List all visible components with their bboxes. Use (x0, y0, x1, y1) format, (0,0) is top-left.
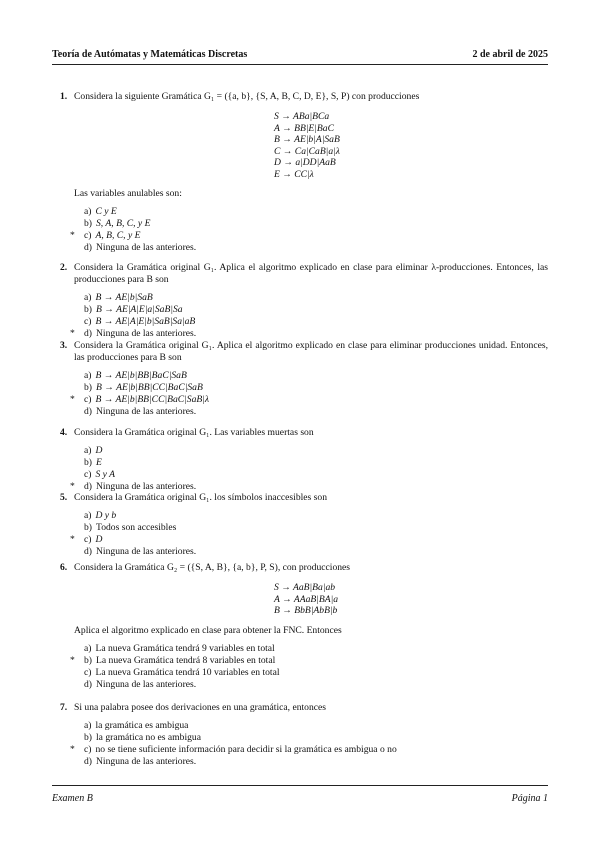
option-text: A, B, C, y E (95, 230, 141, 241)
option-text: Ninguna de las anteriores. (96, 328, 197, 339)
option-a (60, 643, 548, 655)
production-line: B → BbB|AbB|b (274, 605, 338, 616)
answer-mark: * (70, 744, 75, 755)
option-text: Ninguna de las anteriores. (96, 242, 197, 253)
option-label: c) (84, 394, 92, 405)
option-label: c) (84, 469, 92, 480)
question-2 (60, 262, 548, 340)
option-label: b) (84, 654, 92, 666)
option-d (60, 679, 548, 691)
option-label: b) (84, 457, 92, 468)
option-d (60, 242, 548, 254)
header-rule (52, 64, 548, 65)
option-text: la gramática es ambigua (95, 720, 189, 731)
option-text: B → AE|b|BB|BaC|SaB (95, 370, 187, 381)
option-text: D (95, 445, 103, 456)
option-label: d) (84, 328, 92, 339)
option-text: Ninguna de las anteriores. (96, 546, 197, 557)
production-line: E → CC|λ (274, 168, 314, 180)
exam-date: 2 de abril de 2025 (472, 49, 548, 60)
question-5 (60, 492, 548, 558)
option-a (60, 292, 548, 304)
option-d (60, 328, 548, 340)
options-list (60, 720, 548, 768)
option-b (60, 382, 548, 394)
option-text: Ninguna de las anteriores. (96, 481, 197, 492)
answer-mark: * (70, 230, 75, 241)
answer-mark: * (70, 328, 75, 339)
option-text: B → AE|b|BB|CC|BaC|SaB (96, 382, 203, 393)
option-label: a) (84, 370, 92, 381)
option-label: d) (84, 678, 92, 690)
grammar-productions (274, 111, 548, 180)
question-text: Considera la siguiente Gramática G₁ = ({a, b}, {S, A, B, C, D, E}, S, P) con producciones (74, 91, 420, 102)
page-footer (52, 793, 548, 804)
answer-mark: * (70, 481, 75, 492)
production-line: B → AE|b|A|SaB (274, 134, 340, 145)
question-text: Si una palabra posee dos derivaciones en una gramática, entonces (74, 702, 327, 713)
option-label: d) (84, 546, 92, 557)
page-header (52, 49, 548, 60)
option-b (60, 218, 548, 230)
option-text: S, A, B, C, y E (96, 218, 151, 229)
option-label: b) (84, 382, 92, 393)
option-label: c) (84, 230, 92, 241)
question-text: Considera la Gramática G₂ = ({S, A, B}, {a, b}, P, S), con producciones (74, 562, 351, 573)
option-label: a) (84, 292, 92, 303)
production-line: S → ABa|BCa (274, 111, 330, 122)
production-line: D → a|DD|AaB (274, 157, 336, 168)
option-label: a) (84, 642, 92, 654)
option-label: a) (84, 720, 92, 731)
option-a (60, 510, 548, 522)
answer-mark: * (70, 534, 75, 545)
question-4 (60, 427, 548, 493)
question-6 (60, 562, 548, 691)
option-label: b) (84, 218, 92, 229)
option-a (60, 370, 548, 382)
course-title: Teoría de Autómatas y Matemáticas Discretas (52, 49, 248, 60)
question-text: Considera la Gramática original G₁. los símbolos inaccesibles son (74, 492, 327, 503)
option-d (60, 756, 548, 768)
option-label: a) (84, 445, 92, 456)
production-line: C → Ca|CaB|a|λ (274, 145, 340, 157)
option-text: Ninguna de las anteriores. (96, 678, 197, 690)
option-text: C y E (95, 206, 117, 217)
option-label: b) (84, 732, 92, 743)
option-text: la gramática no es ambigua (96, 732, 201, 743)
option-label: d) (84, 242, 92, 253)
option-c (60, 534, 548, 546)
option-b (60, 457, 548, 469)
question-note: Las variables anulables son: (74, 188, 182, 199)
option-d (60, 546, 548, 558)
option-text: D y b (95, 510, 117, 521)
option-c (60, 230, 548, 242)
option-text: Ninguna de las anteriores. (96, 756, 197, 767)
options-list (60, 510, 548, 558)
option-label: c) (84, 744, 92, 755)
options-list (60, 206, 548, 254)
page-number: Página 1 (511, 793, 548, 804)
option-text: La nueva Gramática tendrá 8 variables en total (96, 654, 276, 666)
options-list (60, 292, 548, 340)
question-note: Aplica el algoritmo explicado en clase para obtener la FNC. Entonces (74, 624, 342, 636)
option-label: c) (84, 316, 92, 327)
footer-rule (52, 785, 548, 786)
option-d (60, 406, 548, 418)
question-number: 2. (60, 262, 68, 273)
question-number: 4. (60, 427, 68, 438)
option-b (60, 732, 548, 744)
option-text: B → AE|b|BB|CC|BaC|SaB|λ (95, 394, 210, 405)
option-a (60, 206, 548, 218)
option-c (60, 394, 548, 406)
option-b (60, 655, 548, 667)
options-list (60, 370, 548, 418)
question-number: 3. (60, 340, 68, 351)
option-text: no se tiene suficiente información para decidir si la gramática es ambigua o no (95, 744, 397, 755)
question-number: 5. (60, 492, 68, 503)
exam-version: Examen B (52, 793, 93, 804)
question-number: 1. (60, 91, 68, 102)
answer-mark: * (70, 394, 75, 405)
production-line: A → BB|E|BaC (274, 122, 334, 134)
option-label: c) (84, 534, 92, 545)
options-list (60, 643, 548, 691)
question-number: 7. (60, 702, 68, 713)
options-list (60, 445, 548, 493)
question-text: Considera la Gramática original G₁. Aplica el algoritmo explicado en clase para eliminar producciones unidad. Entonces, las producciones para B son (74, 340, 548, 363)
question-3 (60, 340, 548, 418)
option-text: B → AE|b|SaB (95, 292, 153, 303)
production-line: A → AAaB|BA|a (274, 593, 339, 605)
option-label: b) (84, 522, 92, 533)
option-c (60, 469, 548, 481)
option-label: c) (84, 666, 92, 678)
option-text: Todos son accesibles (96, 522, 177, 533)
option-text: B → AE|A|E|b|SaB|Sa|aB (95, 316, 196, 327)
option-label: d) (84, 756, 92, 767)
option-label: d) (84, 481, 92, 492)
production-line: S → AaB|Ba|ab (274, 582, 336, 593)
option-label: d) (84, 406, 92, 417)
option-label: b) (84, 304, 92, 315)
option-label: a) (84, 510, 92, 521)
option-b (60, 522, 548, 534)
option-b (60, 304, 548, 316)
option-text: La nueva Gramática tendrá 10 variables en total (95, 666, 280, 678)
question-1 (60, 91, 548, 254)
option-text: D (95, 534, 103, 545)
question-text: Considera la Gramática original G₁. Las variables muertas son (74, 427, 314, 438)
option-c (60, 316, 548, 328)
option-text: Ninguna de las anteriores. (96, 406, 197, 417)
answer-mark: * (70, 654, 75, 666)
option-text: B → AE|A|E|a|SaB|Sa (96, 304, 183, 315)
option-text: S y A (95, 469, 115, 480)
question-text: Considera la Gramática original G₁. Aplica el algoritmo explicado en clase para eliminar λ-producciones. Entonces, las producciones para B son (74, 262, 548, 285)
option-a (60, 720, 548, 732)
option-text: E (96, 457, 102, 468)
option-text: La nueva Gramática tendrá 9 variables en total (95, 642, 275, 654)
grammar-productions (274, 582, 548, 617)
option-c (60, 744, 548, 756)
option-c (60, 667, 548, 679)
option-label: a) (84, 206, 92, 217)
question-7 (60, 702, 548, 768)
option-a (60, 445, 548, 457)
question-number: 6. (60, 562, 68, 573)
